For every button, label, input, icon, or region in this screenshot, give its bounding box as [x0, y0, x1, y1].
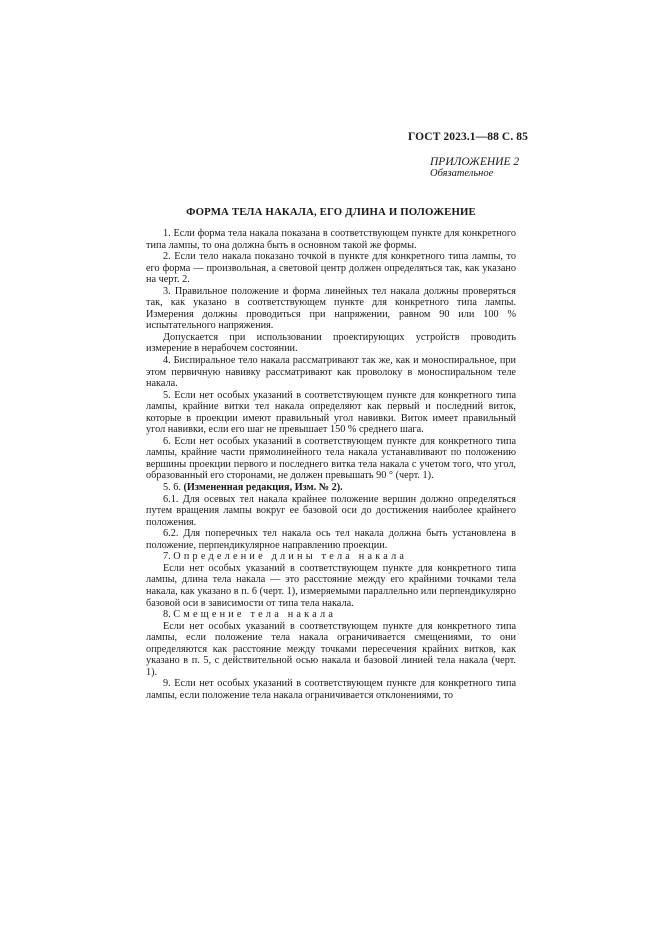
amendment-note: [146, 482, 516, 494]
amendment-text: (Измененная редакция, Изм. № 2).: [183, 482, 343, 494]
amendment-number: 5. 6.: [163, 482, 181, 494]
paragraph-8-title: Смещение тела накала: [173, 609, 337, 621]
paragraph-1: 1. Если форма тела накала показана в соответствующем пункте для конкретного типа лампы, то она должна быть в основном такой же формы.: [146, 228, 516, 251]
appendix-subtitle: Обязательное: [430, 168, 494, 179]
paragraph-7: Если нет особых указаний в соответствующем пункте для конкретного типа лампы, длина тела накала — это расстояние между его крайними точками тела накала, как указано в п. 6 (черт. 1), измеряемыми параллельно или перпендикулярно базовой оси в зависимости от типа тела накала.: [146, 562, 516, 609]
paragraph-6-2: 6.2. Для поперечных тел накала ось тел накала должна быть установлена в положение, перпендикулярное направлению проекции.: [146, 528, 516, 551]
paragraph-8-heading: [146, 609, 516, 621]
paragraph-5: 5. Если нет особых указаний в соответствующем пункте для конкретного типа лампы, крайние витки тел накала определяют как первый и последний виток, которые в проекции имеют правильный угол навивки. Виток имеет правильный угол навивки, если его шаг не превышает 150 % среднего шага.: [146, 389, 516, 436]
paragraph-2: 2. Если тело накала показано точкой в пункте для конкретного типа лампы, то его форма — произвольная, а световой центр должен определяться так, как указано на черт. 2.: [146, 251, 516, 286]
paragraph-3: 3. Правильное положение и форма линейных тел накала должны проверяться так, как указано в соответствующем пункте для конкретного типа лампы. Измерения должны проводиться при напряжении, равном 90 или 100 % испытательного напряжения.: [146, 285, 516, 332]
page-header: ГОСТ 2023.1—88 С. 85: [407, 131, 528, 143]
paragraph-7-number: 7.: [163, 551, 171, 563]
paragraph-9: 9. Если нет особых указаний в соответствующем пункте для конкретного типа лампы, если положение тела накала ограничивается отклонениями, то: [146, 678, 516, 701]
paragraph-7-title: Определение длины тела накала: [173, 551, 408, 563]
paragraph-7-heading: [146, 551, 516, 563]
paragraph-6: 6. Если нет особых указаний в соответствующем пункте для конкретного типа лампы, крайние части прямолинейного тела накала устанавливают по положению вершины проекции первого и последнего витка тела накала с учетом того, что угол, образованный его сторонами, не должен превышать 90 ° (черт. 1).: [146, 435, 516, 482]
paragraph-8: Если нет особых указаний в соответствующем пункте для конкретного типа лампы, если положение тела накала ограничивается смещениями, то они определяются как расстояние между точками пересечения крайних витков, как указано в п. 5, с действительной осью накала и базовой линией тела накала (черт. 1).: [146, 620, 516, 678]
paragraph-4: 4. Биспиральное тело накала рассматривают так же, как и моноспиральное, при этом первичную навивку рассматривают как проволоку в моноспиральном теле накала.: [146, 355, 516, 390]
section-title: ФОРМА ТЕЛА НАКАЛА, ЕГО ДЛИНА И ПОЛОЖЕНИЕ: [186, 206, 476, 218]
document-body: [146, 228, 516, 701]
appendix-label: [430, 156, 519, 180]
paragraph-6-1: 6.1. Для осевых тел накала крайнее положение вершин должно определяться путем вращения лампы вокруг ее базовой оси до достижения наиболее крайнего положения.: [146, 493, 516, 528]
paragraph-8-number: 8.: [163, 609, 171, 621]
paragraph-3-note: Допускается при использовании проектирующих устройств проводить измерение в нерабочем состоянии.: [146, 331, 516, 355]
appendix-title: ПРИЛОЖЕНИЕ 2: [430, 156, 520, 168]
